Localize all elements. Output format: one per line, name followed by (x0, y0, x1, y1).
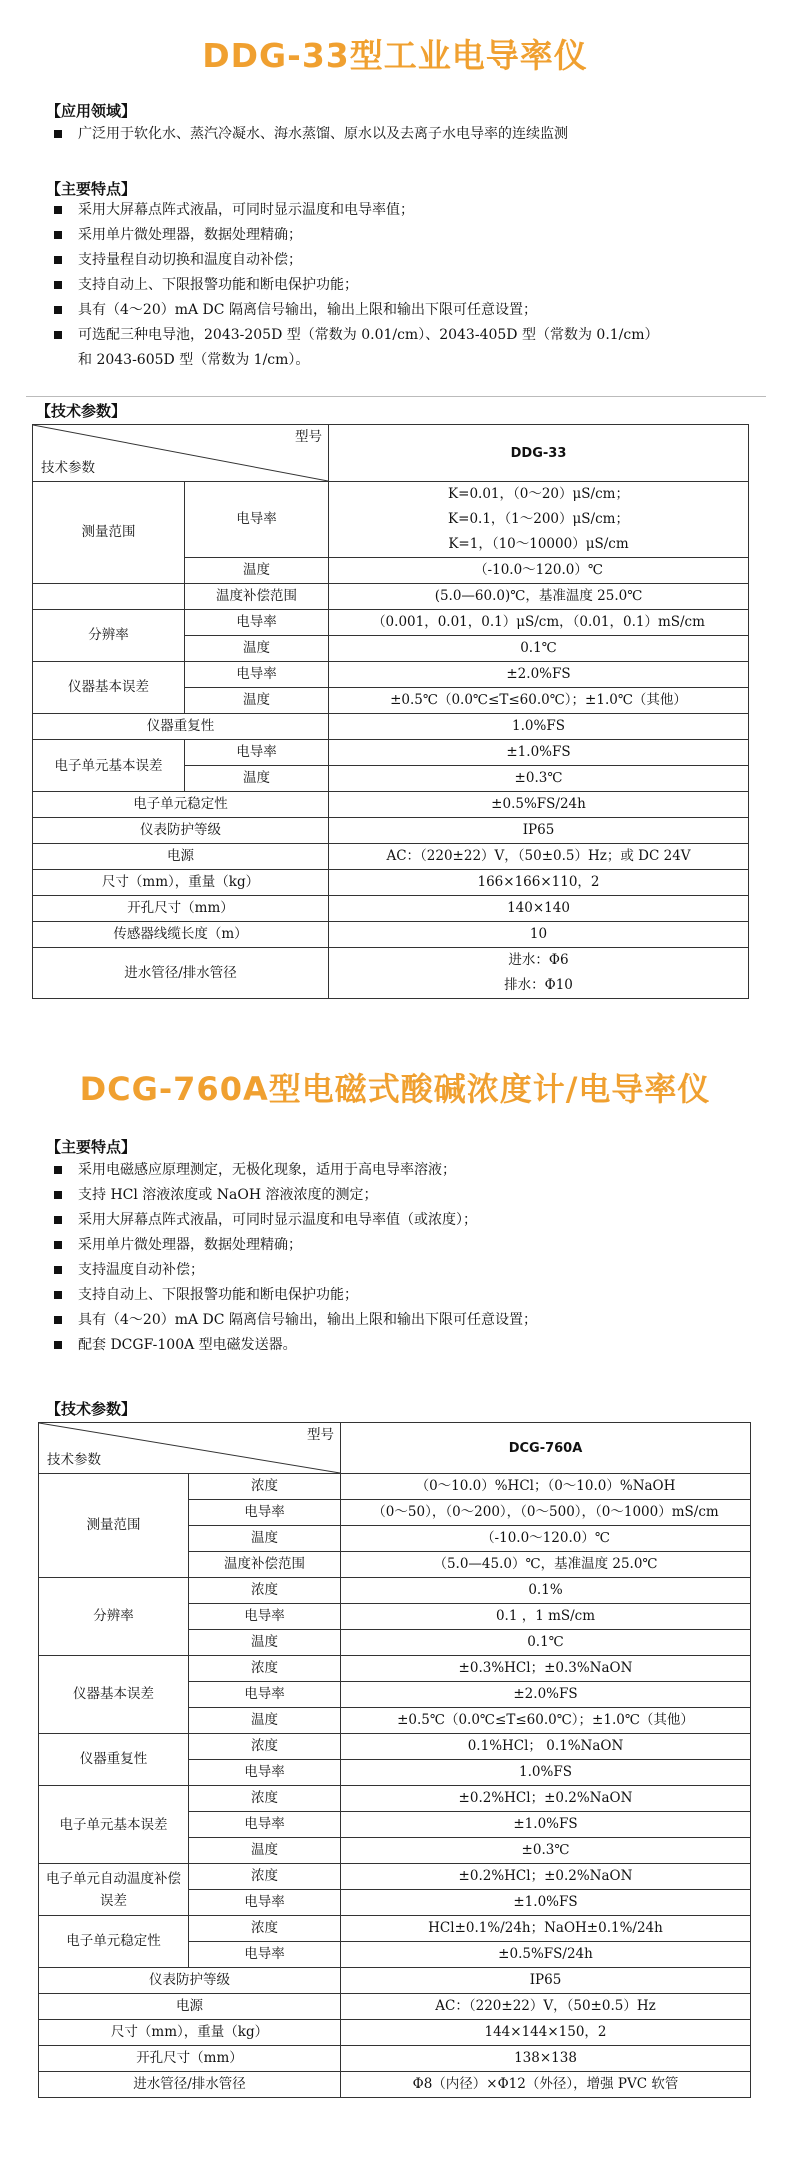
table-row (39, 2072, 751, 2098)
row-value: ±0.5℃（0.0℃≤T≤60.0℃）；±1.0℃（其他） (341, 1708, 751, 1734)
row-value: ±0.3%HCl；±0.3%NaON (341, 1656, 751, 1682)
row-group-label: 传感器线缆长度（m） (33, 922, 329, 948)
row-sub-label: 浓度 (189, 1864, 341, 1890)
table-row (33, 740, 749, 766)
row-value: 0.1%HCl； 0.1%NaON (341, 1734, 751, 1760)
row-group-label: 电子单元稳定性 (39, 1916, 189, 1968)
row-group-label: 仪器重复性 (33, 714, 329, 740)
row-value: （5.0—45.0）℃，基准温度 25.0℃ (341, 1552, 751, 1578)
row-sub-label: 电导率 (185, 482, 329, 558)
features-heading-2: 【主要特点】 (46, 1138, 137, 1156)
table-row (33, 482, 749, 508)
table-row (33, 922, 749, 948)
features-heading: 【主要特点】 (46, 180, 137, 198)
row-sub-label: 温度 (185, 688, 329, 714)
row-value: 进水：Φ6 (329, 948, 749, 974)
table-row (33, 584, 749, 610)
row-value: （-10.0～120.0）℃ (329, 558, 749, 584)
table-row (33, 896, 749, 922)
row-value: （0～10.0）%HCl；（0～10.0）%NaOH (341, 1474, 751, 1500)
row-value: (5.0—60.0)℃，基准温度 25.0℃ (329, 584, 749, 610)
row-sub-label: 温度 (189, 1708, 341, 1734)
row-value: 166×166×110，2 (329, 870, 749, 896)
product2-title: DCG-760A型电磁式酸碱浓度计/电导率仪 (79, 1070, 711, 1108)
row-sub-label: 电导率 (189, 1682, 341, 1708)
row-sub-label: 温度 (185, 558, 329, 584)
row-value: 排水：Φ10 (329, 973, 749, 999)
row-group-label: 分辨率 (33, 610, 185, 662)
table-row (39, 2020, 751, 2046)
list-item: 支持自动上、下限报警功能和断电保护功能； (46, 1283, 766, 1308)
header-param-label: 技术参数 (41, 460, 95, 476)
table-row (33, 818, 749, 844)
row-group-label: 测量范围 (33, 482, 185, 584)
row-value: 1.0%FS (341, 1760, 751, 1786)
header-model-label: 型号 (295, 429, 322, 445)
header-model-label: 型号 (307, 1427, 334, 1443)
row-sub-label: 浓度 (189, 1916, 341, 1942)
row-sub-label: 电导率 (185, 740, 329, 766)
row-value: K=0.1，（1～200）μS/cm； (329, 507, 749, 532)
list-item: 采用单片微处理器，数据处理精确； (46, 1233, 766, 1258)
list-item: 支持 HCl 溶液浓度或 NaOH 溶液浓度的测定； (46, 1183, 766, 1208)
row-sub-label: 浓度 (189, 1656, 341, 1682)
row-value: AC：（220±22）V，（50±0.5）Hz；或 DC 24V (329, 844, 749, 870)
row-sub-label: 温度 (185, 636, 329, 662)
features-list-2 (46, 1158, 766, 1358)
list-item-continuation: 和 2043-605D 型（常数为 1/cm）。 (78, 352, 310, 368)
row-sub-label: 浓度 (189, 1734, 341, 1760)
row-value: ±1.0%FS (341, 1812, 751, 1838)
row-sub-label: 电导率 (189, 1500, 341, 1526)
row-value: AC：（220±22）V，（50±0.5）Hz (341, 1994, 751, 2020)
row-value: 0.1% (341, 1578, 751, 1604)
table-row (39, 1864, 751, 1890)
row-value: ±0.3℃ (329, 766, 749, 792)
list-item: 支持温度自动补偿； (46, 1258, 766, 1283)
row-group-label: 尺寸（mm），重量（kg） (39, 2020, 341, 2046)
row-sub-label: 温度 (189, 1838, 341, 1864)
row-sub-label: 电导率 (189, 1812, 341, 1838)
model-name: DCG-760A (341, 1423, 751, 1474)
header-param-label: 技术参数 (47, 1452, 101, 1468)
row-group-label: 开孔尺寸（mm） (33, 896, 329, 922)
row-value: 140×140 (329, 896, 749, 922)
row-group-label: 测量范围 (39, 1474, 189, 1578)
table-header-corner (33, 425, 329, 482)
row-group-label-empty (33, 584, 185, 610)
row-group-label: 进水管径/排水管径 (39, 2072, 341, 2098)
table-row (33, 662, 749, 688)
row-value: 0.1℃ (341, 1630, 751, 1656)
row-sub-label: 浓度 (189, 1578, 341, 1604)
row-group-label: 仪器基本误差 (39, 1656, 189, 1734)
row-group-label: 仪器基本误差 (33, 662, 185, 714)
row-group-label: 电子单元基本误差 (39, 1786, 189, 1864)
row-sub-label: 温度补偿范围 (189, 1552, 341, 1578)
row-group-label: 仪表防护等级 (33, 818, 329, 844)
table-row (39, 1968, 751, 1994)
model-name: DDG-33 (329, 425, 749, 482)
table-row (33, 870, 749, 896)
list-item: 采用大屏幕点阵式液晶，可同时显示温度和电导率值（或浓度）； (46, 1208, 766, 1233)
row-group-label: 进水管径/排水管径 (33, 948, 329, 999)
row-group-label: 电源 (39, 1994, 341, 2020)
row-group-label: 仪器重复性 (39, 1734, 189, 1786)
table-row (39, 1578, 751, 1604)
table-row (33, 844, 749, 870)
list-item: 具有（4～20）mA DC 隔离信号输出，输出上限和输出下限可任意设置； (46, 1308, 766, 1333)
row-group-label: 电子单元稳定性 (33, 792, 329, 818)
row-value: ±1.0%FS (329, 740, 749, 766)
row-group-label: 电源 (33, 844, 329, 870)
row-sub-label: 电导率 (185, 662, 329, 688)
row-value: 0.1 ，1 mS/cm (341, 1604, 751, 1630)
row-value: ±0.5%FS/24h (341, 1942, 751, 1968)
list-item: 支持自动上、下限报警功能和断电保护功能； (46, 273, 786, 298)
row-value: ±0.2%HCl；±0.2%NaON (341, 1864, 751, 1890)
table-row (33, 610, 749, 636)
row-sub-label: 温度 (189, 1630, 341, 1656)
row-value: K=0.01，（0～20）μS/cm； (329, 482, 749, 508)
table-row (33, 948, 749, 974)
row-sub-label: 温度 (185, 766, 329, 792)
row-value: Φ8（内径）×Φ12（外径），增强 PVC 软管 (341, 2072, 751, 2098)
table-row (39, 2046, 751, 2072)
spec-table-dcg760a (38, 1422, 751, 2098)
row-group-label: 电子单元自动温度补偿误差 (39, 1864, 189, 1916)
row-sub-label: 电导率 (189, 1604, 341, 1630)
row-value: （0～50），（0～200），（0～500），（0～1000）mS/cm (341, 1500, 751, 1526)
product1-title: DDG-33型工业电导率仪 (202, 36, 588, 75)
row-value: HCl±0.1%/24h；NaOH±0.1%/24h (341, 1916, 751, 1942)
application-heading: 【应用领域】 (46, 102, 137, 120)
row-value: IP65 (341, 1968, 751, 1994)
features-list (46, 198, 786, 373)
row-sub-label: 电导率 (189, 1942, 341, 1968)
row-sub-label: 电导率 (189, 1890, 341, 1916)
row-group-label: 开孔尺寸（mm） (39, 2046, 341, 2072)
row-value: IP65 (329, 818, 749, 844)
specs-heading-2: 【技术参数】 (46, 1400, 137, 1418)
row-value: （0.001，0.01，0.1）μS/cm，（0.01，0.1）mS/cm (329, 610, 749, 636)
table-row (33, 714, 749, 740)
application-list (46, 122, 766, 147)
row-group-label: 仪表防护等级 (39, 1968, 341, 1994)
row-sub-label: 浓度 (189, 1474, 341, 1500)
row-value: ±2.0%FS (329, 662, 749, 688)
table-row (39, 1474, 751, 1500)
row-sub-label: 浓度 (189, 1786, 341, 1812)
row-value: 1.0%FS (329, 714, 749, 740)
row-value: （-10.0～120.0）℃ (341, 1526, 751, 1552)
row-group-label: 分辨率 (39, 1578, 189, 1656)
table-row (39, 1916, 751, 1942)
row-sub-label: 电导率 (189, 1760, 341, 1786)
row-value: ±1.0%FS (341, 1890, 751, 1916)
row-value: ±0.2%HCl；±0.2%NaON (341, 1786, 751, 1812)
list-item: 具有（4～20）mA DC 隔离信号输出，输出上限和输出下限可任意设置； (46, 298, 786, 323)
table-row (39, 1734, 751, 1760)
row-value: ±0.5℃（0.0℃≤T≤60.0℃）；±1.0℃（其他） (329, 688, 749, 714)
row-sub-label: 温度 (189, 1526, 341, 1552)
divider (26, 396, 766, 397)
list-item: 可选配三种电导池，2043-205D 型（常数为 0.01/cm）、2043-405D 型（常数为 0.1/cm） (46, 323, 786, 348)
table-header-corner (39, 1423, 341, 1474)
spec-table-ddg33 (32, 424, 749, 999)
row-value: K=1，（10～10000）μS/cm (329, 532, 749, 558)
row-sub-label: 温度补偿范围 (185, 584, 329, 610)
list-item: 配套 DCGF-100A 型电磁发送器。 (46, 1333, 766, 1358)
row-value: 0.1℃ (329, 636, 749, 662)
table-row (33, 792, 749, 818)
list-item: 采用单片微处理器，数据处理精确； (46, 223, 786, 248)
list-item: 采用电磁感应原理测定，无极化现象，适用于高电导率溶液； (46, 1158, 766, 1183)
row-value: ±0.5%FS/24h (329, 792, 749, 818)
table-row (39, 1786, 751, 1812)
table-row (39, 1994, 751, 2020)
row-value: ±2.0%FS (341, 1682, 751, 1708)
row-value: ±0.3℃ (341, 1838, 751, 1864)
row-group-label: 电子单元基本误差 (33, 740, 185, 792)
list-item: 广泛用于软化水、蒸汽冷凝水、海水蒸馏、原水以及去离子水电导率的连续监测 (46, 122, 766, 147)
row-value: 144×144×150，2 (341, 2020, 751, 2046)
table-row (39, 1656, 751, 1682)
row-value: 138×138 (341, 2046, 751, 2072)
list-item: 支持量程自动切换和温度自动补偿； (46, 248, 786, 273)
row-value: 10 (329, 922, 749, 948)
row-group-label: 尺寸（mm），重量（kg） (33, 870, 329, 896)
row-sub-label: 电导率 (185, 610, 329, 636)
list-item: 采用大屏幕点阵式液晶，可同时显示温度和电导率值； (46, 198, 786, 223)
specs-heading: 【技术参数】 (36, 402, 127, 420)
